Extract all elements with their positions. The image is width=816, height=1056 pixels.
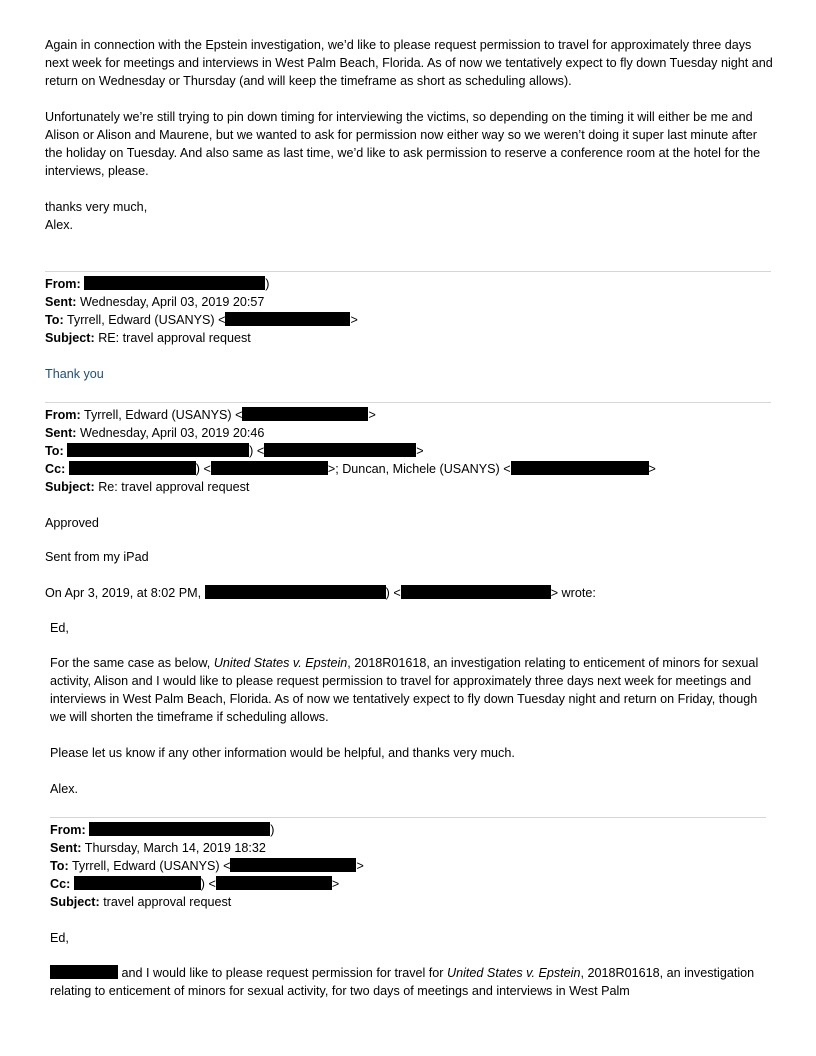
divider bbox=[45, 271, 771, 272]
to-line: To: Tyrrell, Edward (USANYS) < > bbox=[45, 313, 358, 327]
redaction-box bbox=[67, 443, 249, 457]
subject-text: RE: travel approval request bbox=[98, 331, 251, 345]
redaction-box bbox=[230, 858, 356, 872]
to-line: To: Tyrrell, Edward (USANYS) < > bbox=[50, 859, 364, 873]
email-header-3 bbox=[50, 821, 364, 911]
redaction-box bbox=[264, 443, 416, 457]
redaction-box bbox=[511, 461, 649, 475]
redaction-box bbox=[225, 312, 350, 326]
to-line: To: ) < > bbox=[45, 444, 424, 458]
sent-line: Sent: Wednesday, April 03, 2019 20:46 bbox=[45, 426, 265, 440]
redaction-box bbox=[242, 407, 368, 421]
case-name: United States v. Epstein bbox=[213, 656, 348, 670]
quoted-attribution: On Apr 3, 2019, at 8:02 PM, ) < > wrote: bbox=[45, 586, 596, 600]
sent-line: Sent: Thursday, March 14, 2019 18:32 bbox=[50, 841, 266, 855]
reply-thank-you: Thank you bbox=[45, 367, 104, 381]
redaction-box bbox=[84, 276, 265, 290]
email-header-1 bbox=[45, 275, 358, 347]
redaction-box bbox=[216, 876, 332, 890]
email2-sender-name: Alex. bbox=[50, 782, 78, 796]
redaction-box bbox=[74, 876, 201, 890]
redaction-box bbox=[211, 461, 328, 475]
sent-date: Thursday, March 14, 2019 18:32 bbox=[84, 841, 266, 855]
email1-sender-name: Alex. bbox=[45, 218, 73, 232]
email1-signoff: thanks very much, bbox=[45, 200, 148, 214]
sent-line: Sent: Wednesday, April 03, 2019 20:57 bbox=[45, 295, 265, 309]
from-line: From: Tyrrell, Edward (USANYS) < > bbox=[45, 408, 376, 422]
subject-text: travel approval request bbox=[103, 895, 232, 909]
redaction-box bbox=[50, 965, 118, 979]
divider bbox=[45, 402, 771, 403]
case-name: United States v. Epstein bbox=[447, 966, 581, 980]
redaction-box bbox=[89, 822, 270, 836]
subject-line: Subject: travel approval request bbox=[50, 895, 232, 909]
email2-paragraph-2: Please let us know if any other information would be helpful, and thanks very much. bbox=[50, 746, 515, 760]
redaction-box bbox=[69, 461, 196, 475]
cc-line: Cc: ) < >; Duncan, Michele (USANYS) < > bbox=[45, 462, 656, 476]
sent-date: Wednesday, April 03, 2019 20:46 bbox=[79, 426, 265, 440]
email2-greeting: Ed, bbox=[50, 621, 69, 635]
subject-line: Subject: Re: travel approval request bbox=[45, 480, 250, 494]
reply-approved: Approved bbox=[45, 516, 99, 530]
email3-greeting: Ed, bbox=[50, 931, 69, 945]
email2-paragraph-1: For the same case as below, United States v. Epstein, 2018R01618, an investigation relating to enticement of minors for sexual activity, Alison and I would like to please request permission to travel for approximately three days next week for meetings and interviews in West Palm Beach, Florida. As of now we tentatively expect to fly down Tuesday night and return on Friday, though we will shorten the timeframe if scheduling allows. bbox=[50, 656, 759, 724]
email-header-2 bbox=[45, 406, 656, 496]
from-line: From: ) bbox=[50, 823, 275, 837]
from-line: From: ) bbox=[45, 277, 270, 291]
subject-text: Re: travel approval request bbox=[98, 480, 250, 494]
email1-paragraph-2: Unfortunately we’re still trying to pin down timing for interviewing the victims, so depending on the timing it will either be me and Alison or Alison and Maurene, but we wanted to ask for permission now either way so we weren’t doing it super last minute after the holiday on Tuesday. And also same as last time, we’d like to ask permission to reserve a conference room at the hotel for the interviews, please. bbox=[45, 110, 761, 178]
sent-date: Wednesday, April 03, 2019 20:57 bbox=[79, 295, 265, 309]
subject-line: Subject: RE: travel approval request bbox=[45, 331, 251, 345]
redaction-box bbox=[401, 585, 551, 599]
redaction-box bbox=[205, 585, 386, 599]
divider bbox=[50, 817, 766, 818]
email3-paragraph-1: and I would like to please request permission for travel for United States v. Epstein, 2018R01618, an investigation relating to enticement of minors for sexual activity, for two days of meetings and interviews in West Palm bbox=[50, 966, 755, 998]
cc-line: Cc: ) < > bbox=[50, 877, 340, 891]
sent-from-ipad: Sent from my iPad bbox=[45, 550, 149, 564]
email1-paragraph-1: Again in connection with the Epstein investigation, we’d like to please request permission to travel for approximately three days next week for meetings and interviews in West Palm Beach, Florida. As of now we tentatively expect to fly down Tuesday night and return on Wednesday or Thursday (and will keep the timeframe as short as scheduling allows). bbox=[45, 38, 773, 88]
